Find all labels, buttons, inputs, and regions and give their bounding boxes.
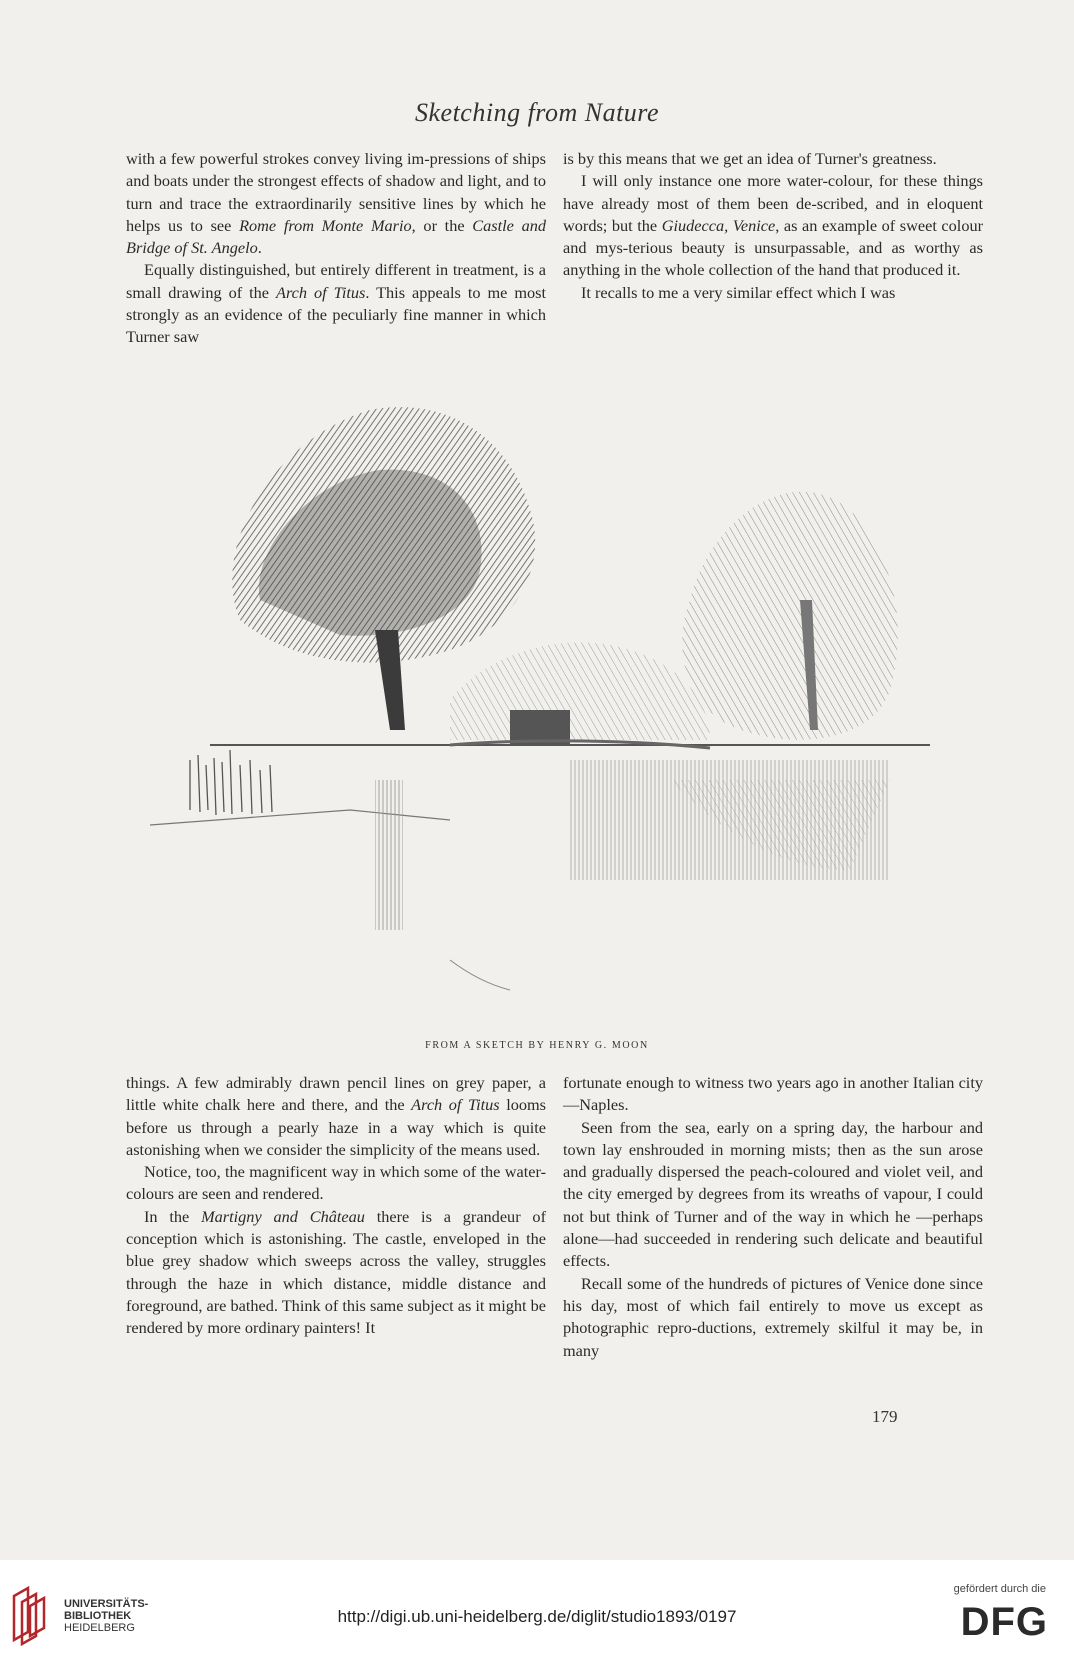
figure-caption: FROM A SKETCH BY HENRY G. MOON [425,1040,649,1051]
paragraph: I will only instance one more water-colour, for these things have already most of them been de-scribed, and in eloquent words; but the Giudecca, Venice, as an example of sweet colour and mys-terious beauty is unsurpassable, and as worthy as anything in the whole collection of the hand that produced it. [563,171,984,280]
page-number: 179 [872,1407,898,1426]
left-column-top [126,148,546,349]
right-column-top [563,148,983,304]
dfg-logo: DFG [960,1600,1048,1644]
paragraph: Equally distinguished, but entirely different in treatment, is a small drawing of the Arch of Titus. This appeals to me most strongly as an evidence of the peculiarly fine manner in which Turner saw [126,260,546,347]
running-head: Sketching from Nature [415,98,659,127]
pencil-sketch-illustration [150,400,960,1010]
funding-note: gefördert durch die [953,1583,1046,1595]
paragraph: Notice, too, the magnificent way in which some of the water-colours are seen and rendered. [126,1162,546,1204]
paragraph: things. A few admirably drawn pencil lines on grey paper, a little white chalk here and there, and the Arch of Titus looms before us through a pearly haze in a way which is quite astonishing when we consider the simplicity of the means used. [126,1073,546,1159]
paragraph: It recalls to me a very similar effect which I was [581,282,896,302]
university-library-name: UNIVERSITÄTS- BIBLIOTHEK HEIDELBERG [64,1598,149,1634]
paragraph: is by this means that we get an idea of Turner's greatness. [563,149,937,168]
left-column-bottom [126,1072,546,1340]
paragraph: Recall some of the hundreds of pictures of Venice done since his day, most of which fail entirely to move us except as photographic repro-ductions, extremely skilful it may be, in many [563,1273,983,1360]
permalink-url[interactable]: http://digi.ub.uni-heidelberg.de/diglit/studio1893/0197 [337,1607,737,1626]
paragraph: fortunate enough to witness two years ago in another Italian city—Naples. [563,1073,983,1115]
paragraph: with a few powerful strokes convey living im-pressions of ships and boats under the strongest effects of shadow and light, and to turn and trace the extraordinarily sensitive lines by which he helps us to see Rome from Monte Mario, or the Castle and Bridge of St. Angelo. [126,149,547,258]
paragraph: Seen from the sea, early on a spring day, the harbour and town lay enshrouded in morning mists; then as the sun arose and gradually dispersed the peach-coloured and violet veil, and the city emerged by degrees from its wreaths of vapour, I could not but think of Turner and of the way in which he —perhaps alone—had succeeded in rendering such delicate and beautiful effects. [563,1117,983,1271]
right-column-bottom [563,1072,983,1362]
paragraph: In the Martigny and Château there is a grandeur of conception which is astonishing. The castle, enveloped in the blue grey shadow which sweeps across the valley, struggles through the haze in which distance, middle distance and foreground, are bathed. Think of this same subject as it might be rendered by more ordinary painters! It [126,1206,546,1338]
